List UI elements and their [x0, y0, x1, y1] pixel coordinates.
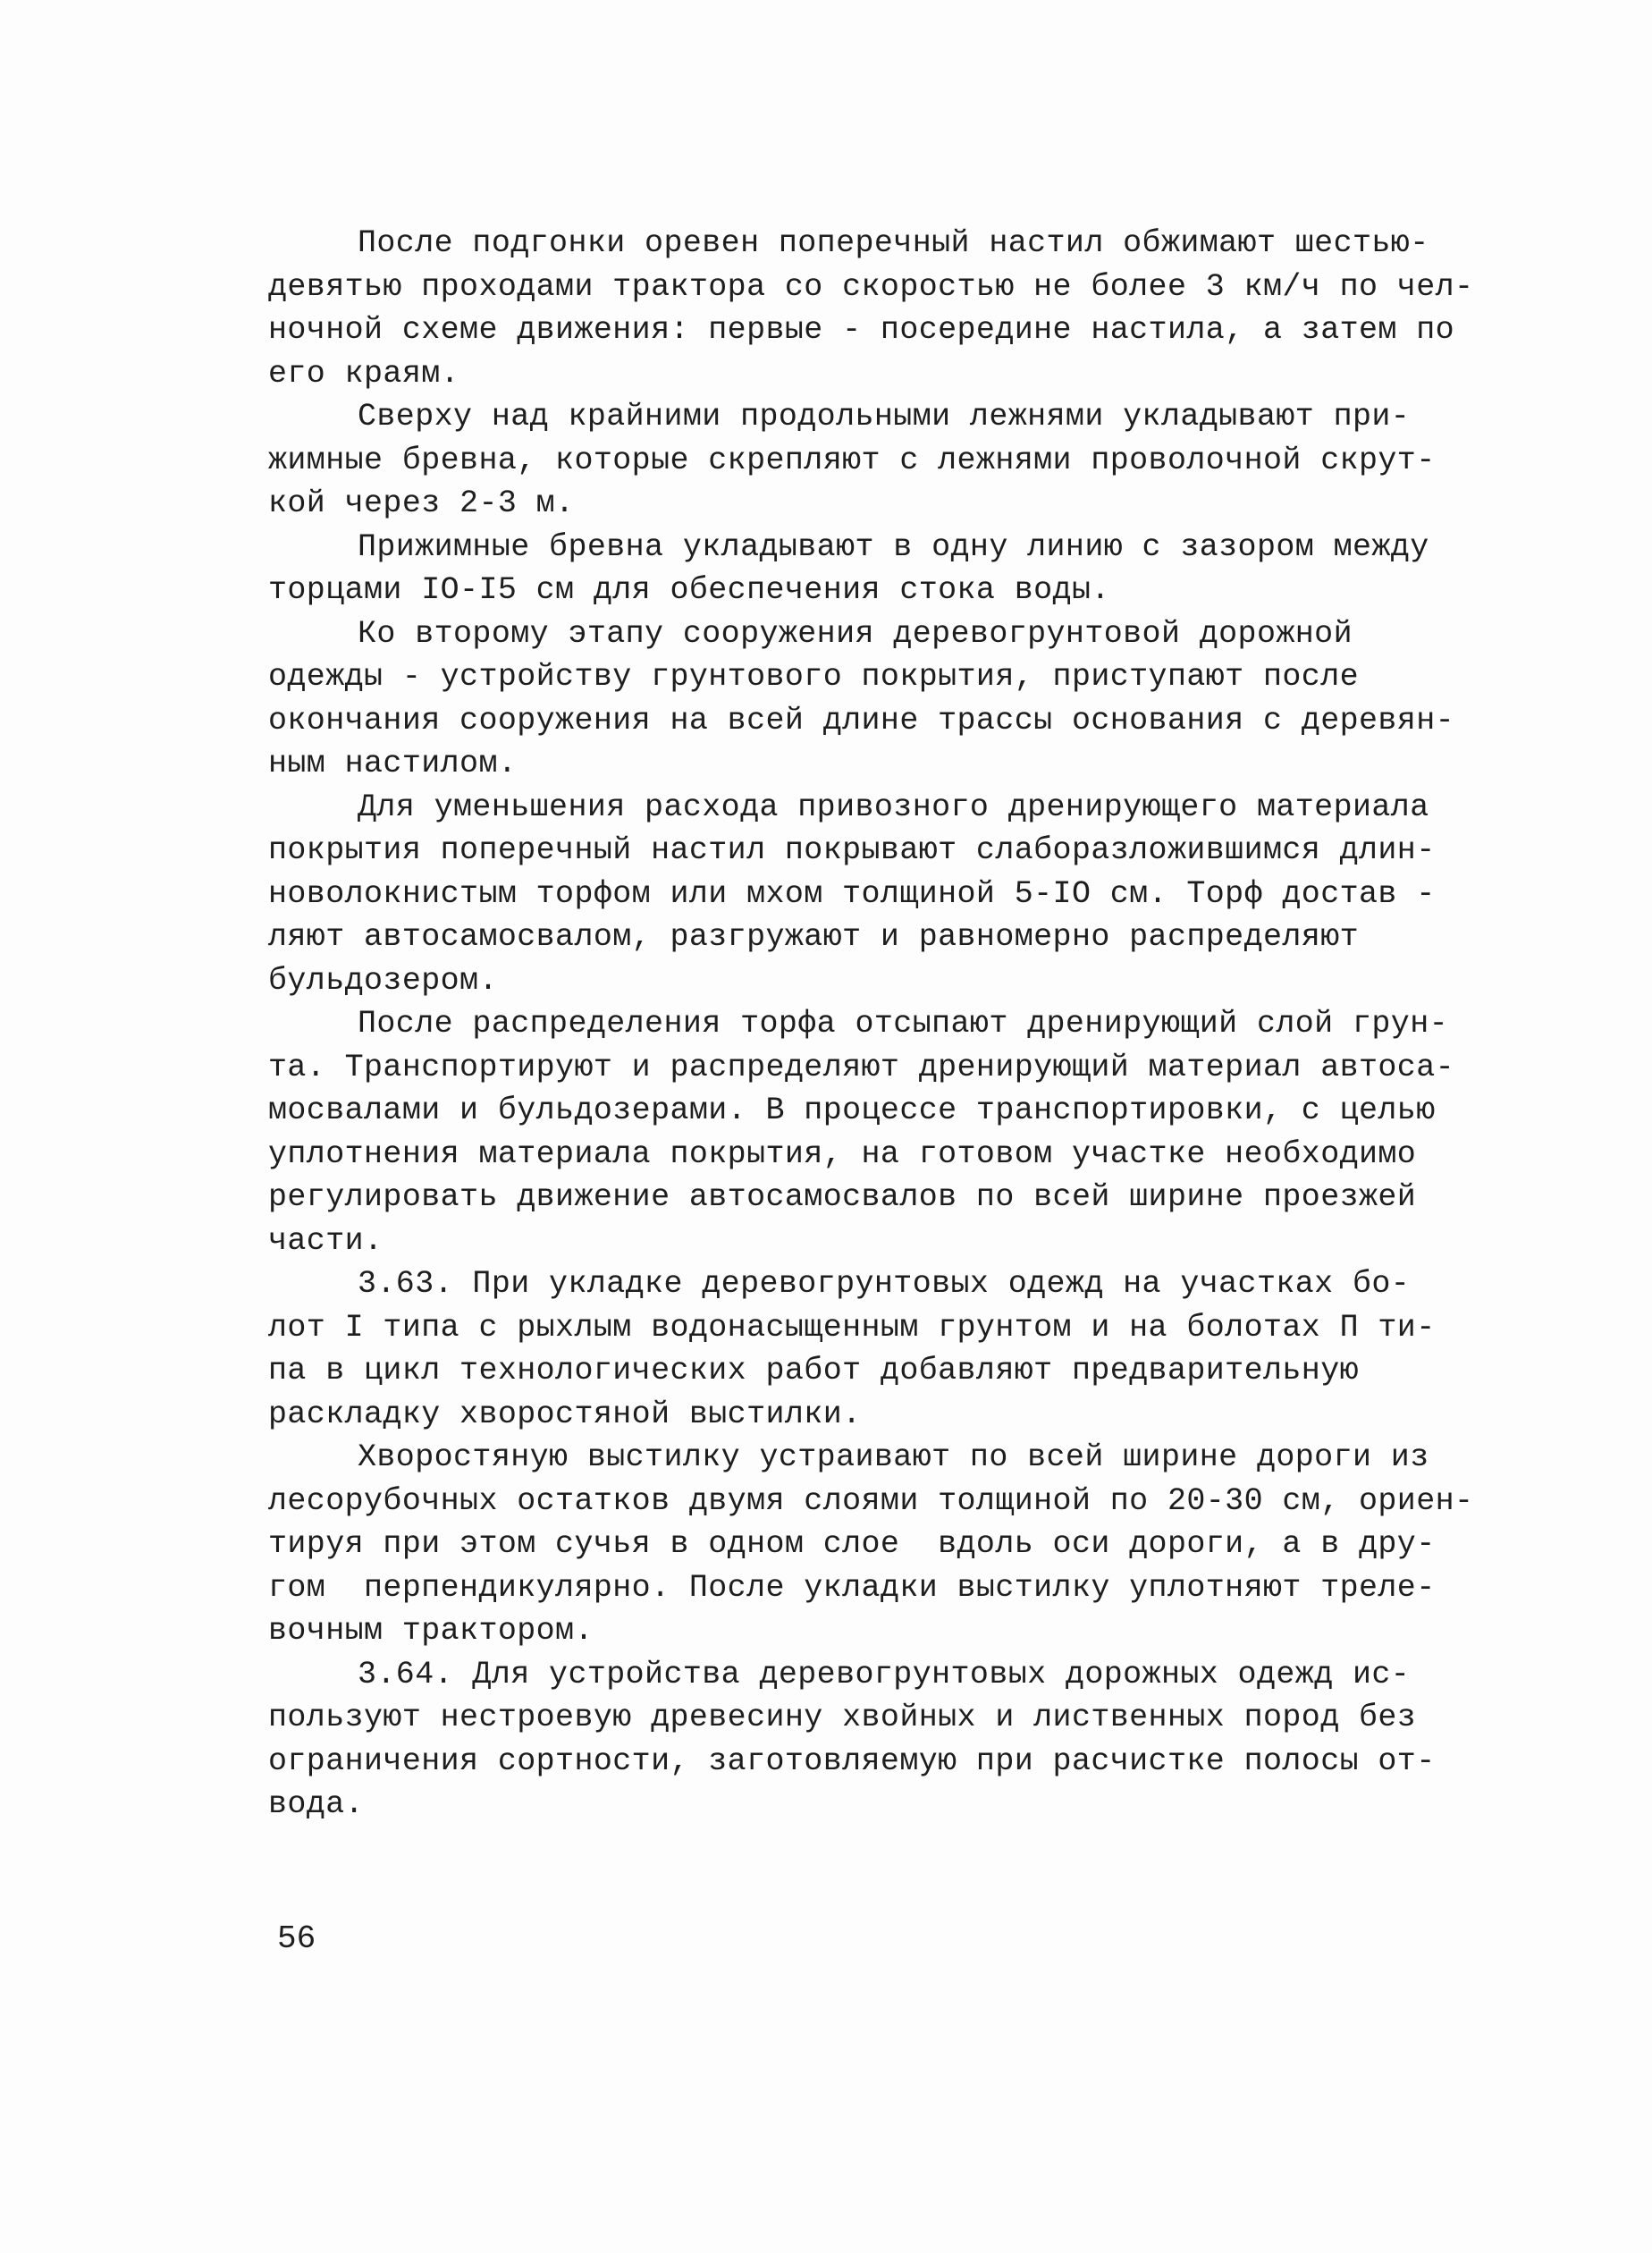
- text-line: гом перпендикулярно. После укладки выстилку уплотняют треле-: [268, 1569, 1436, 1606]
- page-number: 56: [277, 1920, 316, 1957]
- paragraph-5: [268, 786, 1436, 1003]
- text-line: бульдозером.: [268, 962, 498, 999]
- text-line: пользуют нестроевую древесину хвойных и лиственных пород без: [268, 1700, 1417, 1735]
- text-line: окончания сооружения на всей длине трассы основания с деревян-: [268, 702, 1455, 738]
- text-line: Сверху над крайними продольными лежнями укладывают при-: [358, 399, 1411, 435]
- text-line: 3.64. Для устройства деревогрунтовых дорожных одежд ис-: [358, 1656, 1411, 1692]
- text-line: Хворостяную выстилку устраивают по всей ширине дороги из: [358, 1439, 1429, 1475]
- text-line: Прижимные бревна укладывают в одну линию с зазором между: [358, 528, 1429, 565]
- text-line: одежды - устройству грунтового покрытия, приступают после: [268, 659, 1359, 695]
- text-line: 3.63. При укладке деревогрунтовых одежд на участках бо-: [358, 1266, 1411, 1302]
- text-line: па в цикл технологических работ добавляют предварительную: [268, 1353, 1359, 1388]
- paragraph-3: [268, 526, 1430, 612]
- text-line: девятью проходами трактора со скоростью не более 3 км/ч по чел-: [268, 268, 1474, 305]
- text-line: тируя при этом сучья в одном слое вдоль оси дороги, а в дру-: [268, 1526, 1436, 1562]
- text-line: лесорубочных остатков двумя слоями толщиной по 20-30 см, ориен-: [268, 1482, 1474, 1519]
- text-line: После распределения торфа отсыпают дренирующий слой грун-: [358, 1006, 1448, 1042]
- text-line: покрытия поперечный настил покрывают слаборазложившимся длин-: [268, 832, 1436, 868]
- text-line: регулировать движение автосамосвалов по всей ширине проезжей: [268, 1179, 1417, 1215]
- paragraph-9: [268, 1653, 1436, 1827]
- text-line: ляют автосамосвалом, разгружают и равномерно распределяют: [268, 919, 1359, 955]
- paragraph-2: [268, 395, 1436, 526]
- paragraph-8: [268, 1436, 1474, 1653]
- document-body: [268, 222, 1474, 1827]
- text-line: ночной схеме движения: первые - посередине настила, а затем по: [268, 312, 1455, 348]
- text-line: его краям.: [268, 355, 460, 392]
- paragraph-1: [268, 222, 1474, 395]
- text-line: После подгонки оревен поперечный настил обжимают шестью-: [358, 225, 1429, 261]
- text-line: вода.: [268, 1786, 365, 1822]
- text-line: ным настилом.: [268, 746, 518, 781]
- text-line: та. Транспортируют и распределяют дренирующий материал автоса-: [268, 1049, 1455, 1085]
- text-line: торцами IO-I5 см для обеспечения стока воды.: [268, 572, 1110, 608]
- text-line: ограничения сортности, заготовляемую при расчистке полосы от-: [268, 1742, 1436, 1779]
- text-line: новолокнистым торфом или мхом толщиной 5-IO см. Торф достав -: [268, 875, 1436, 912]
- paragraph-4: [268, 612, 1455, 786]
- text-line: мосвалами и бульдозерами. В процессе транспортировки, с целью: [268, 1093, 1436, 1128]
- text-line: лот I типа с рыхлым водонасыщенным грунтом и на болотах П ти-: [268, 1309, 1436, 1346]
- text-line: раскладку хворостяной выстилки.: [268, 1396, 862, 1432]
- text-line: Ко второму этапу сооружения деревогрунтовой дорожной: [358, 615, 1353, 652]
- text-line: вочным трактором.: [268, 1613, 594, 1649]
- text-line: кой через 2-3 м.: [268, 485, 575, 521]
- paragraph-7: [268, 1262, 1436, 1436]
- text-line: Для уменьшения расхода привозного дренирующего материала: [358, 789, 1429, 825]
- text-line: уплотнения материала покрытия, на готовом участке необходимо: [268, 1135, 1417, 1172]
- text-line: части.: [268, 1222, 384, 1259]
- text-line: жимные бревна, которые скрепляют с лежнями проволочной скрут-: [268, 442, 1436, 478]
- paragraph-6: [268, 1002, 1455, 1262]
